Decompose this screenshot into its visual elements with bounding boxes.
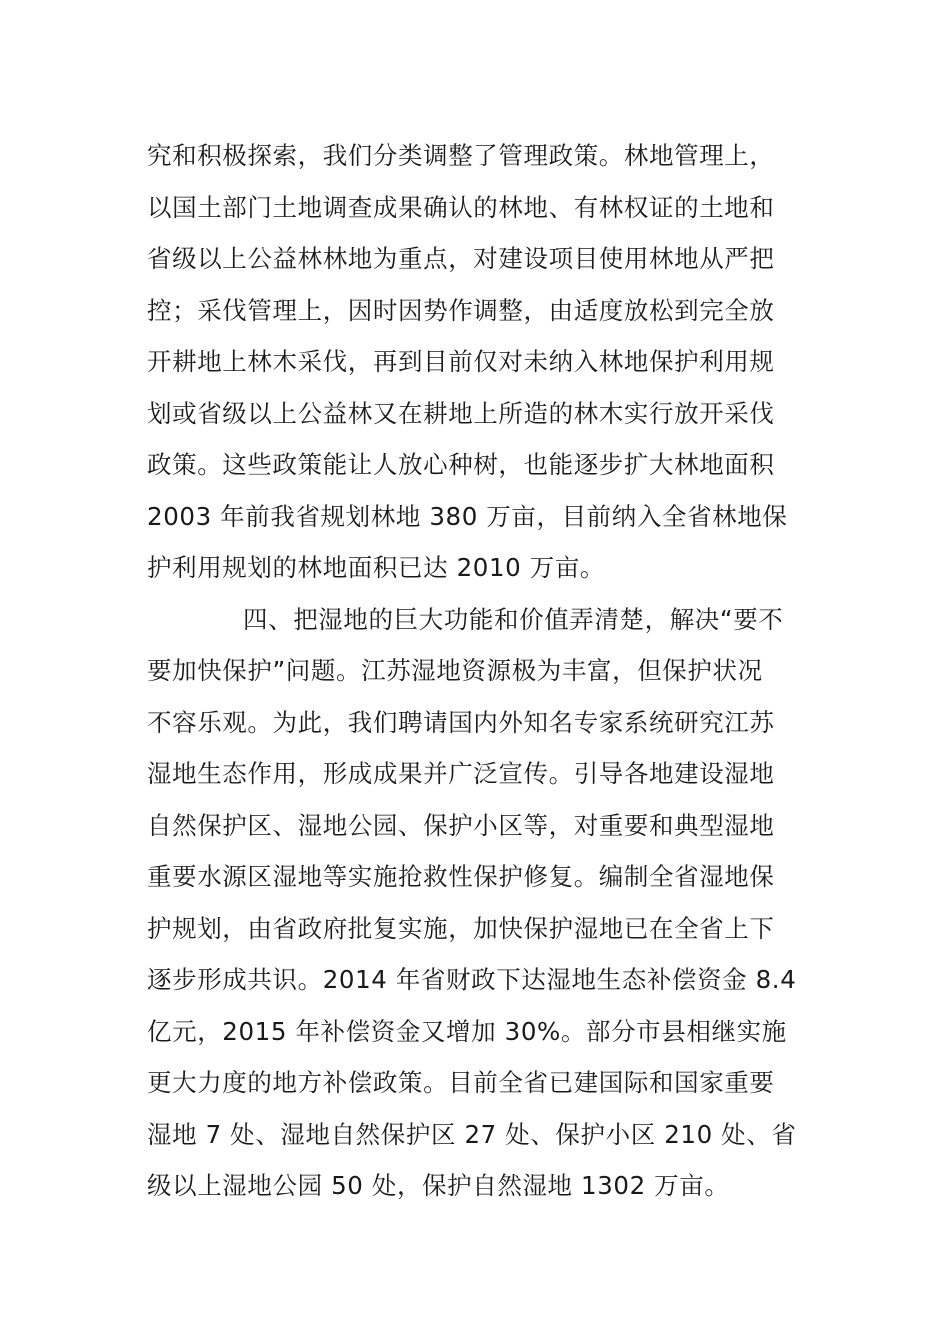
text-line: 亿元，2015 年补偿资金又增加 30%。部分市县相继实施: [147, 1016, 787, 1046]
text-line: 更大力度的地方补偿政策。目前全省已建国际和国家重要: [147, 1068, 775, 1097]
text-line: 以国土部门土地调查成果确认的林地、有林权证的土地和: [147, 192, 775, 222]
text-line: 要加快保护”问题。江苏湿地资源极为丰富，但保护状况: [147, 656, 763, 685]
text-line: 护利用规划的林地面积已达 2010 万亩。: [147, 553, 606, 582]
section-heading-line: 四、把湿地的巨大功能和价值弄清楚，解决“要不: [243, 604, 784, 634]
text-line: 逐步形成共识。2014 年省财政下达湿地生态补偿资金 8.4: [147, 965, 797, 994]
text-line: 开耕地上林木采伐，再到目前仅对未纳入林地保护利用规: [147, 347, 775, 376]
text-line: 2003 年前我省规划林地 380 万亩，目前纳入全省林地保: [147, 501, 788, 531]
text-line: 自然保护区、湿地公园、保护小区等，对重要和典型湿地: [147, 810, 775, 840]
text-line: 护规划，由省政府批复实施，加快保护湿地已在全省上下: [147, 913, 775, 943]
text-line: 级以上湿地公园 50 处，保护自然湿地 1302 万亩。: [147, 1171, 730, 1200]
text-line: 控；采伐管理上，因时因势作调整，由适度放松到完全放: [147, 295, 775, 325]
text-line: 重要水源区湿地等实施抢救性保护修复。编制全省湿地保: [147, 862, 775, 891]
text-line: 政策。这些政策能让人放心种树，也能逐步扩大林地面积: [147, 450, 775, 479]
text-line: 不容乐观。为此，我们聘请国内外知名专家系统研究江苏: [147, 707, 775, 737]
text-line: 湿地 7 处、湿地自然保护区 27 处、保护小区 210 处、省: [147, 1119, 797, 1149]
text-line: 湿地生态作用，形成成果并广泛宣传。引导各地建设湿地: [147, 759, 775, 788]
text-line: 省级以上公益林林地为重点，对建设项目使用林地从严把: [147, 244, 775, 273]
text-line: 究和积极探索，我们分类调整了管理政策。林地管理上，: [147, 141, 775, 170]
text-line: 划或省级以上公益林又在耕地上所造的林木实行放开采伐: [147, 398, 775, 428]
body-text: [147, 130, 807, 1212]
